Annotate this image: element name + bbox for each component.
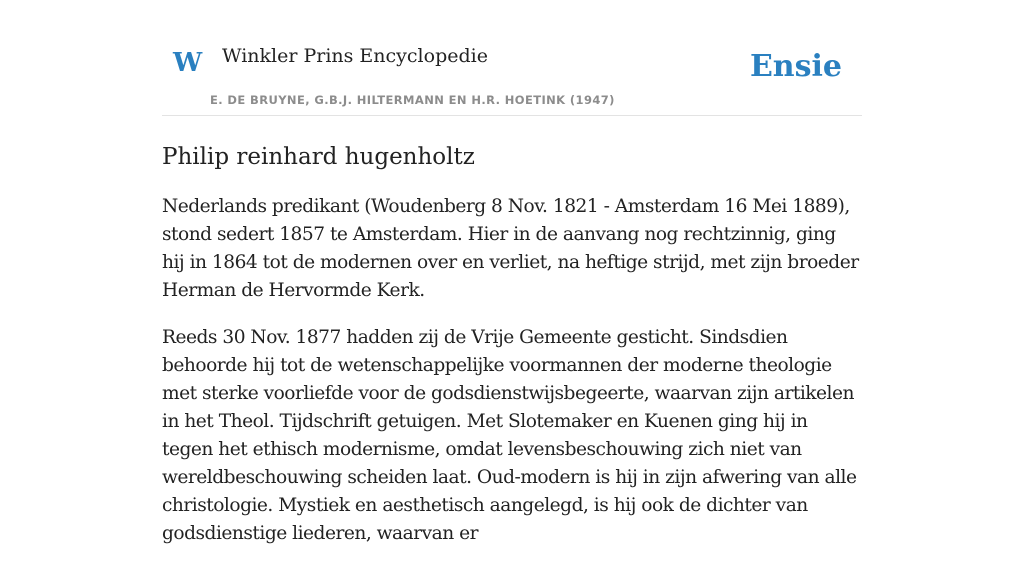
ensie-logo[interactable]: Ensie — [749, 49, 842, 84]
article-title: Philip reinhard hugenholtz — [162, 144, 475, 170]
article-paragraph: Reeds 30 Nov. 1877 hadden zij de Vrije Gemeente gesticht. Sindsdien behoorde hij tot de wetenschappelijke voormannen der moderne theologie met sterke voorliefde voor de godsdienstwijsbegeerte, waarvan zijn artikelen in het Theol. Tijdschrift getuigen. Met Slotemaker en Kuenen ging hij in tegen het ethisch modernisme, omdat levensbeschouwing zich niet van wereldbeschouwing scheiden laat. Oud-modern is hij in zijn afwering van alle christologie. Mystiek en aesthetisch aangelegd, is hij ook de dichter van godsdienstige liederen, waarvan er — [162, 326, 857, 544]
article-body — [162, 193, 862, 548]
source-authors: E. DE BRUYNE, G.B.J. HILTERMANN EN H.R. HOETINK (1947) — [210, 93, 615, 107]
site-header — [162, 0, 862, 116]
article-paragraph: Nederlands predikant (Woudenberg 8 Nov. 1821 - Amsterdam 16 Mei 1889), stond sedert 1857 te Amsterdam. Hier in de aanvang nog rechtzinnig, ging hij in 1864 tot de modernen over en verliet, na heftige strijd, met zijn broeder Herman de Hervormde Kerk. — [162, 195, 859, 301]
page — [162, 0, 862, 567]
winkler-prins-logo[interactable]: W — [173, 48, 203, 78]
source-title-link[interactable]: Winkler Prins Encyclopedie — [222, 45, 488, 67]
